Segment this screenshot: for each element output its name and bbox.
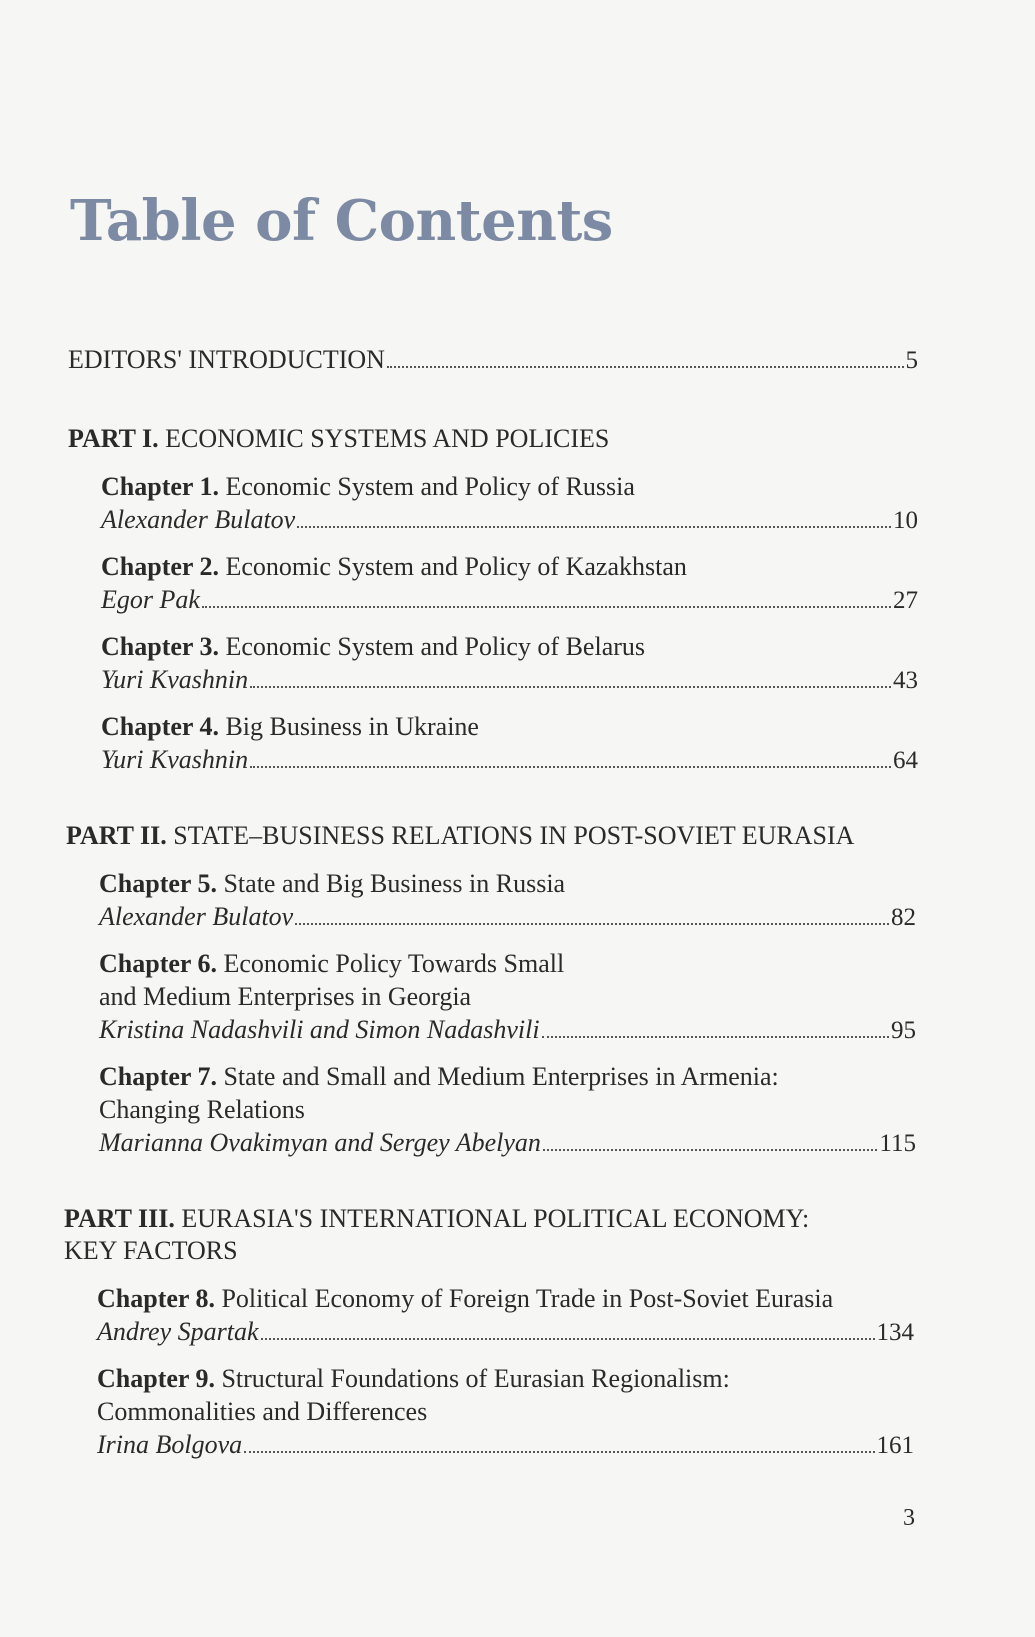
entry-page: 5 — [905, 347, 918, 374]
leader-dots — [261, 1338, 875, 1340]
chapter-author: Egor Pak — [101, 585, 200, 614]
chapter-author: Yuri Kvashnin — [101, 745, 249, 774]
leader-dots — [250, 766, 891, 768]
part-heading — [68, 423, 609, 455]
chapter-page: 64 — [893, 747, 918, 774]
leader-dots — [295, 923, 889, 925]
toc-entry-chapter[interactable]: Chapter 1. Economic System and Policy of Russia Alexander Bulatov 10 — [101, 470, 918, 537]
part-number: PART III. — [64, 1204, 175, 1233]
chapter-label: Chapter 6 — [99, 949, 211, 978]
chapter-author: Yuri Kvashnin — [101, 665, 249, 694]
chapter-title: Structural Foundations of Eurasian Regionalism: — [221, 1364, 730, 1393]
leader-dots — [542, 1036, 889, 1038]
chapter-page: 82 — [891, 904, 916, 931]
chapter-title-continued: Changing Relations — [99, 1095, 305, 1124]
leader-dots — [297, 526, 891, 528]
part-title-continued: KEY FACTORS — [64, 1236, 238, 1265]
chapter-title: State and Big Business in Russia — [223, 869, 566, 898]
chapter-page: 134 — [876, 1319, 914, 1346]
toc-entry-chapter[interactable]: Chapter 6. Economic Policy Towards Small and Medium Enterprises in Georgia Kristina Nadashvili and Simon Nadashvili 95 — [99, 947, 916, 1047]
leader-dots — [543, 1149, 878, 1151]
chapter-label: Chapter 2 — [101, 552, 213, 581]
toc-entry-chapter[interactable]: Chapter 4. Big Business in Ukraine Yuri Kvashnin 64 — [101, 710, 918, 777]
chapter-title: Economic System and Policy of Russia — [225, 472, 635, 501]
part-number: PART II. — [66, 821, 167, 850]
toc-entry-chapter[interactable]: Chapter 3. Economic System and Policy of Belarus Yuri Kvashnin 43 — [101, 630, 918, 697]
chapter-label: Chapter 8 — [97, 1284, 209, 1313]
toc-entry-chapter[interactable]: Chapter 5. State and Big Business in Russia Alexander Bulatov 82 — [99, 867, 916, 934]
toc-entry-chapter[interactable]: Chapter 8. Political Economy of Foreign Trade in Post-Soviet Eurasia Andrey Spartak 134 — [97, 1282, 914, 1349]
chapter-title: Economic System and Policy of Kazakhstan — [225, 552, 687, 581]
leader-dots — [250, 686, 891, 688]
entry-label: EDITORS' INTRODUCTION — [68, 345, 385, 374]
chapter-author: Irina Bolgova — [97, 1430, 243, 1459]
part-title: ECONOMIC SYSTEMS AND POLICIES — [165, 424, 610, 453]
part-heading — [66, 820, 854, 852]
chapter-page: 161 — [876, 1432, 914, 1459]
chapter-author: Marianna Ovakimyan and Sergey Abelyan — [99, 1128, 541, 1157]
chapter-title: Big Business in Ukraine — [225, 712, 479, 741]
chapter-title: State and Small and Medium Enterprises in Armenia: — [223, 1062, 779, 1091]
chapter-label: Chapter 3 — [101, 632, 213, 661]
chapter-author: Alexander Bulatov — [99, 902, 294, 931]
chapter-title: Political Economy of Foreign Trade in Post-Soviet Eurasia — [221, 1284, 834, 1313]
chapter-author: Andrey Spartak — [97, 1317, 259, 1346]
part-number: PART I. — [68, 424, 159, 453]
chapter-author: Kristina Nadashvili and Simon Nadashvili — [99, 1015, 540, 1044]
chapter-title-continued: Commonalities and Differences — [97, 1397, 428, 1426]
chapter-label: Chapter 5 — [99, 869, 211, 898]
chapter-label: Chapter 7 — [99, 1062, 211, 1091]
chapter-page: 27 — [893, 587, 918, 614]
chapter-label: Chapter 1 — [101, 472, 213, 501]
chapter-label: Chapter 9 — [97, 1364, 209, 1393]
chapter-title-continued: and Medium Enterprises in Georgia — [99, 982, 472, 1011]
toc-entry-chapter[interactable]: Chapter 9. Structural Foundations of Eurasian Regionalism: Commonalities and Differences Irina Bolgova 161 — [97, 1362, 914, 1462]
part-title: EURASIA'S INTERNATIONAL POLITICAL ECONOMY: — [181, 1204, 810, 1233]
chapter-page: 10 — [893, 507, 918, 534]
chapter-page: 115 — [879, 1130, 916, 1157]
toc-entry-introduction[interactable] — [68, 344, 918, 377]
page-title: Table of Contents — [70, 188, 613, 254]
leader-dots — [244, 1451, 874, 1453]
toc-entry-chapter[interactable]: Chapter 7. State and Small and Medium Enterprises in Armenia: Changing Relations Marianna Ovakimyan and Sergey Abelyan 115 — [99, 1060, 916, 1160]
toc-entry-chapter[interactable]: Chapter 2. Economic System and Policy of Kazakhstan Egor Pak 27 — [101, 550, 918, 617]
chapter-page: 95 — [891, 1017, 916, 1044]
part-heading — [64, 1203, 809, 1267]
leader-dots — [202, 606, 891, 608]
chapter-page: 43 — [893, 667, 918, 694]
leader-dots — [387, 366, 904, 368]
part-title: STATE–BUSINESS RELATIONS IN POST-SOVIET EURASIA — [173, 821, 855, 850]
chapter-title: Economic System and Policy of Belarus — [225, 632, 646, 661]
page-number: 3 — [903, 1505, 915, 1531]
chapter-label: Chapter 4 — [101, 712, 213, 741]
chapter-author: Alexander Bulatov — [101, 505, 296, 534]
chapter-title: Economic Policy Towards Small — [223, 949, 565, 978]
